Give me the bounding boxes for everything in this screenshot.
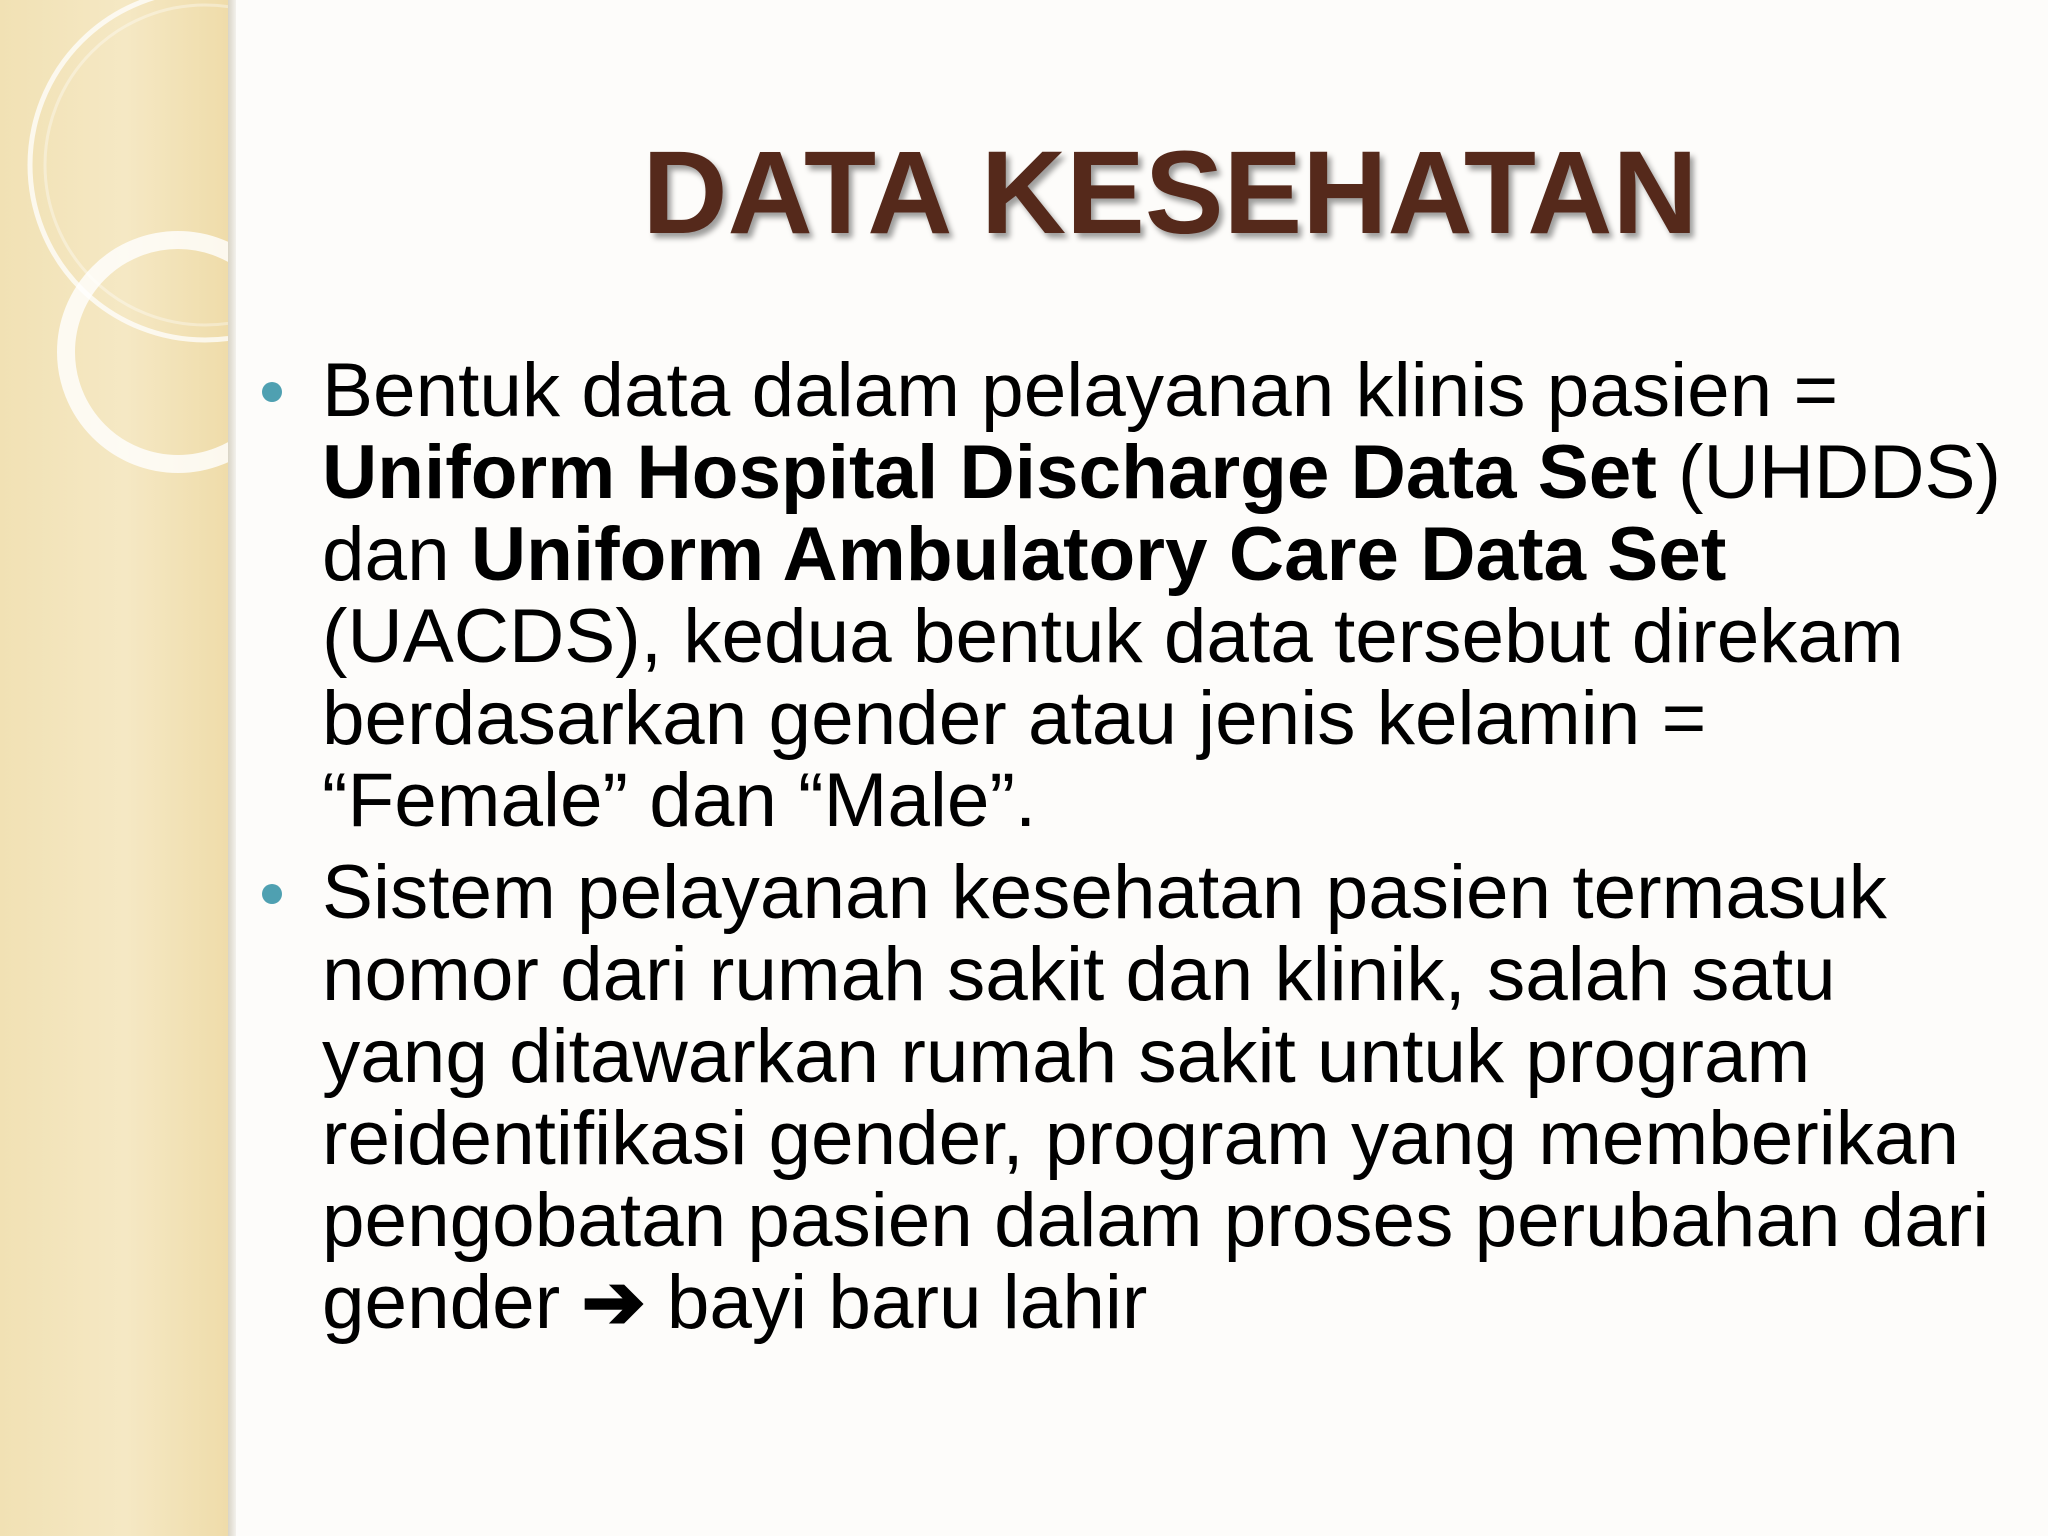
decorative-rings <box>0 0 228 1536</box>
bullet-item <box>262 350 2002 842</box>
bullet-text-run: bayi baru lahir <box>645 1260 1148 1345</box>
bullet-text <box>322 852 2002 1344</box>
bullet-list <box>262 350 2002 1354</box>
bullet-text-run: Sistem pelayanan kesehatan pasien termasuk nomor dari rumah sakit dan klinik, salah satu yang ditawarkan rumah sakit untuk program reidentifikasi gender, program yang memberikan pengobatan pasien dalam proses perubahan dari gender <box>322 850 1990 1345</box>
right-arrow-icon: ➔ <box>581 1260 646 1345</box>
side-panel-edge <box>228 0 236 1536</box>
bullet-text-run: (UHDDS) dan <box>322 430 2002 597</box>
decorative-side-panel <box>0 0 228 1536</box>
bullet-text <box>322 350 2002 842</box>
bullet-text-run-bold: Uniform Hospital Discharge Data Set <box>322 430 1657 515</box>
slide-title: DATA KESEHATAN <box>642 127 1698 259</box>
bullet-marker-icon <box>262 382 282 402</box>
bullet-text-run: Bentuk data dalam pelayanan klinis pasien = <box>322 348 1839 433</box>
bullet-item <box>262 852 2002 1344</box>
bullet-text-run-bold: Uniform Ambulatory Care Data Set <box>470 512 1727 597</box>
bullet-marker-icon <box>262 884 282 904</box>
bullet-text-run: (UACDS), kedua bentuk data tersebut direkam berdasarkan gender atau jenis kelamin = “Female” dan “Male”. <box>322 594 1904 843</box>
